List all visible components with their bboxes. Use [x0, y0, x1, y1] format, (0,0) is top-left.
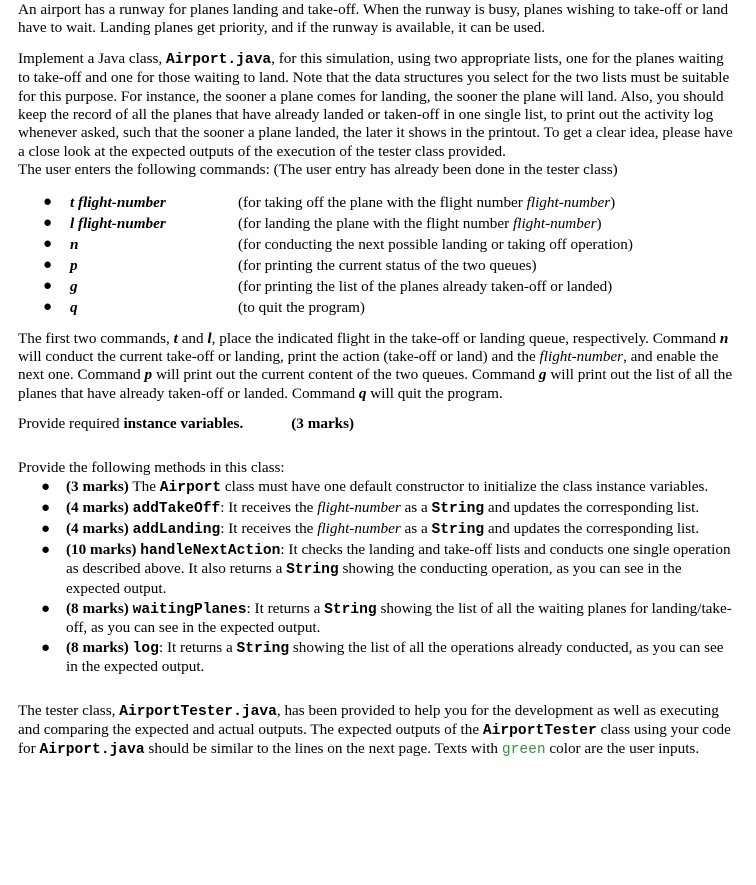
class-name-code: Airport.java	[166, 51, 272, 68]
bullet-icon: ●	[42, 214, 52, 231]
bullet-icon: ●	[41, 639, 51, 656]
method-item: ● (10 marks) handleNextAction: It checks the landing and take-off lists and conducts one single operation as described above. It also returns a String showing the conducting operation, as you can see in the expected output.	[18, 541, 734, 598]
bullet-icon: ●	[42, 235, 52, 252]
command-desc: (for printing the list of the planes already taken-off or landed)	[238, 277, 613, 295]
commands-intro: The user enters the following commands: (The user entry has already been done in the tester class)	[18, 161, 618, 179]
marks-label: (8 marks)	[66, 638, 129, 656]
green-sample: green	[501, 742, 546, 759]
bullet-icon: ●	[41, 600, 51, 617]
commands-explanation: The first two commands, t and l, place the indicated flight in the take-off or landing queue, respectively. Command n will conduct the current take-off or landing, print the action (take-off or land) and the flight-number, and enable the next one. Command p will print out the current content of the two queues. Command g will print out the list of all the planes that have already taken-off or landed. Command q will quit the program.	[18, 329, 733, 402]
document-page	[18, 1, 734, 760]
task-paragraph: Implement a Java class, Airport.java, for this simulation, using two appropriate lists, one for the planes waiting to take-off and one for those waiting to land. Note that the data structures you select for the two lists must be suitable for this purpose. For instance, the sooner a plane comes for landing, the sooner the plane will land. Also, you should keep the record of all the planes that have already landed or taken-off in one single list, to print out the activity log whenever asked, such that the sooner a plane landed, the later it shows in the printout. To get a clear idea, please have a close look at the expected outputs of the execution of the tester class provided.	[18, 49, 733, 160]
bullet-icon: ●	[42, 256, 52, 273]
tester-class-code: AirportTester.java	[119, 703, 277, 720]
method-code: log	[132, 640, 159, 657]
bullet-icon: ●	[41, 520, 51, 537]
marks-label: (4 marks)	[66, 499, 129, 516]
method-item: ● (4 marks) addLanding: It receives the flight-number as a String and updates the corresponding list.	[18, 520, 734, 539]
method-code: waitingPlanes	[132, 601, 247, 618]
method-item: ● (8 marks) waitingPlanes: It returns a String showing the list of all the waiting planes for landing/take-off, as you can see in the expected output.	[18, 600, 734, 638]
command-desc: (for landing the plane with the flight number flight-number)	[238, 214, 602, 232]
command-item	[18, 213, 734, 234]
bullet-icon: ●	[42, 277, 52, 294]
command-item	[18, 276, 734, 297]
method-code: handleNextAction	[140, 542, 281, 559]
command-key: q	[70, 298, 78, 316]
command-desc: (for conducting the next possible landing or taking off operation)	[238, 235, 633, 253]
command-item	[18, 255, 734, 276]
command-key: l flight-number	[70, 214, 166, 232]
marks-label: (10 marks)	[66, 540, 137, 558]
command-key: p	[70, 256, 78, 274]
command-item	[18, 192, 734, 213]
command-item	[18, 234, 734, 255]
methods-list	[18, 478, 734, 677]
bullet-icon: ●	[42, 298, 52, 315]
marks-label: (4 marks)	[66, 519, 129, 537]
method-code: addTakeOff	[132, 501, 221, 517]
method-item: ● (8 marks) log: It returns a String showing the list of all the operations already conducted, as you can see in the expected output.	[18, 639, 734, 677]
bullet-icon: ●	[42, 193, 52, 210]
intro-paragraph: An airport has a runway for planes landing and take-off. When the runway is busy, planes wishing to take-off or land have to wait. Landing planes get priority, and if the runway is available, it can be used.	[18, 1, 729, 37]
command-key: g	[70, 277, 78, 295]
method-code: Airport	[159, 480, 222, 497]
methods-intro: Provide the following methods in this class:	[18, 458, 285, 476]
command-desc: (for taking off the plane with the flight number flight-number)	[238, 193, 616, 211]
command-key: t flight-number	[70, 193, 166, 211]
bullet-icon: ●	[41, 479, 51, 496]
command-desc: (to quit the program)	[238, 298, 365, 316]
marks-label: (3 marks)	[66, 478, 129, 496]
method-item: ● (3 marks) The Airport class must have one default constructor to initialize the class instance variables.	[18, 478, 734, 497]
instance-variables-requirement: Provide required instance variables. (3 marks)	[18, 415, 355, 433]
command-item	[18, 297, 734, 318]
marks-label: (8 marks)	[66, 599, 129, 617]
command-desc: (for printing the current status of the two queues)	[238, 256, 537, 274]
bullet-icon: ●	[41, 500, 51, 516]
method-item: ● (4 marks) addTakeOff: It receives the flight-number as a String and updates the corresponding list.	[18, 499, 734, 518]
method-code: addLanding	[132, 521, 221, 538]
command-key: n	[70, 235, 79, 253]
marks-label: (3 marks)	[291, 415, 355, 433]
bullet-icon: ●	[41, 541, 51, 558]
commands-list	[18, 192, 734, 318]
tester-paragraph: The tester class, AirportTester.java, has been provided to help you for the development as well as executing and comparing the expected and actual outputs. The expected outputs of the AirportTester class using your code for Airport.java should be similar to the lines on the next page. Texts with green color are the user inputs.	[18, 701, 731, 759]
